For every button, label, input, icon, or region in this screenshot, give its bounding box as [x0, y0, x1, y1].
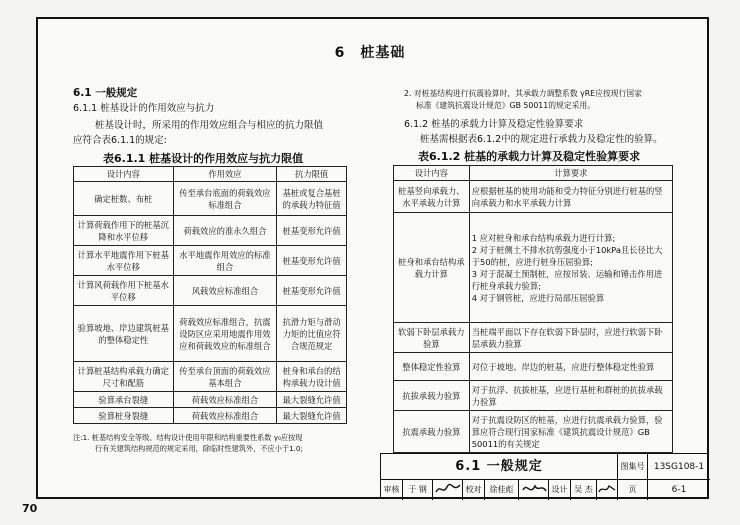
table-note-line-1: 注:1. 桩基结构安全等级、结构设计使用年限和结构重要性系数 γ₀应按现 — [73, 433, 303, 442]
table-cell: 桩基变形允许值 — [277, 246, 347, 276]
table-cell: 计算风荷载作用下桩基水平位移 — [74, 276, 174, 306]
table-header: 设计内容 — [394, 166, 470, 181]
list-item: 4 对于钢管桩，应进行局部压屈验算 — [471, 292, 605, 303]
list-item: 2 对于桩侧土不排水抗剪强度小于10kPa且长径比大于50的桩，应进行桩身压屈验算; — [471, 244, 663, 267]
section-title: 6.1 一般规定 — [73, 87, 138, 99]
table-cell: 验算承台裂缝 — [74, 392, 174, 408]
table-row — [74, 408, 347, 424]
review-label: 审核 — [381, 480, 403, 500]
table-cell: 抗拔承载力验算 — [394, 381, 470, 411]
table-row — [74, 276, 347, 306]
table-row — [74, 306, 347, 362]
table-header: 设计内容 — [74, 167, 174, 182]
table-row — [74, 182, 347, 216]
table-cell: 水平地震作用效应的标准组合 — [173, 246, 277, 276]
paragraph-line-1: 桩基设计时，所采用的作用效应组合与相应的抗力限值 — [95, 120, 324, 131]
title-block — [380, 453, 709, 499]
table-cell: 传至承台顶面的荷载效应基本组合 — [173, 362, 277, 392]
reviewer-name: 于 钢 — [403, 480, 433, 500]
atlas-number: 13SG108-1 — [648, 454, 710, 480]
table-row — [74, 392, 347, 408]
reviewer-signature — [433, 480, 463, 500]
page-label: 页 — [618, 480, 648, 500]
atlas-label: 图集号 — [618, 454, 648, 480]
note-2-line-1: 2. 对桩基结构进行抗震验算时，其承载力调整系数 γRE应按现行国家 — [404, 89, 642, 98]
table-row — [394, 213, 673, 323]
paragraph-6-1-2: 桩基需根据表6.1.2中的规定进行承载力及稳定性的验算。 — [420, 134, 663, 145]
chapter-title: 6 桩基础 — [334, 45, 406, 61]
table-row — [394, 353, 673, 381]
table-row — [394, 181, 673, 213]
table-header: 抗力限值 — [277, 167, 347, 182]
table-row — [394, 323, 673, 353]
signature-icon — [597, 480, 617, 498]
table-cell: 荷载效应标准组合 — [173, 392, 277, 408]
table-cell: 桩基竖向承载力、水平承载力计算 — [394, 181, 470, 213]
table-cell: 桩身和承台的结构承载力设计值 — [277, 362, 347, 392]
title-block-title: 6.1 一般规定 — [381, 454, 618, 480]
table-cell: 桩身和承台结构承载力计算 — [394, 213, 470, 323]
signature-icon — [520, 480, 548, 498]
table-cell: 当桩端平面以下存在软弱下卧层时，应进行软弱下卧层承载力验算 — [469, 323, 672, 353]
table-cell: 传至承台底面的荷载效应标准组合 — [173, 182, 277, 216]
table-6-1-2-caption: 表6.1.2 桩基的承载力计算及稳定性验算要求 — [418, 150, 641, 163]
table-cell: 对位于坡地、岸边的桩基，应进行整体稳定性验算 — [469, 353, 672, 381]
table-cell: 桩基变形允许值 — [277, 276, 347, 306]
table-row — [394, 411, 673, 453]
table-header: 作用效应 — [173, 167, 277, 182]
table-cell: 应根据桩基的使用功能和受力特征分别进行桩基的竖向承载力和水平承载力计算 — [469, 181, 672, 213]
table-cell: 抗滑力矩与滑动力矩的比值应符合规范规定 — [277, 306, 347, 362]
subsection-6-1-2: 6.1.2 桩基的承载力计算及稳定性验算要求 — [404, 119, 584, 130]
table-cell: 对于抗浮、抗拔桩基，应进行基桩和群桩的抗拔承载力验算 — [469, 381, 672, 411]
subsection-6-1-1: 6.1.1 桩基设计的作用效应与抗力 — [73, 103, 215, 114]
table-cell: 荷载效应的准永久组合 — [173, 216, 277, 246]
table-cell: 抗震承载力验算 — [394, 411, 470, 453]
checker-name: 徐桂彪 — [485, 480, 519, 500]
table-cell: 最大裂缝允许值 — [277, 408, 347, 424]
design-label: 设计 — [549, 480, 571, 500]
table-cell: 计算桩基结构承载力确定尺寸和配筋 — [74, 362, 174, 392]
table-cell — [469, 213, 672, 323]
table-cell: 桩基变形允许值 — [277, 216, 347, 246]
table-6-1-2 — [393, 165, 673, 453]
table-cell: 最大裂缝允许值 — [277, 392, 347, 408]
table-cell: 计算水平地震作用下桩基水平位移 — [74, 246, 174, 276]
table-row — [74, 216, 347, 246]
table-cell: 荷载效应标准组合 — [173, 408, 277, 424]
table-cell: 验算坡地、岸边建筑桩基的整体稳定性 — [74, 306, 174, 362]
page-value: 6-1 — [671, 485, 687, 495]
table-row — [74, 246, 347, 276]
designer-signature — [597, 480, 618, 500]
table-cell: 风载效应标准组合 — [173, 276, 277, 306]
list-item: 3 对于混凝土预制桩，应按吊装、运输和锤击作用进行桩身承载力验算; — [471, 268, 663, 291]
paragraph-line-2: 应符合表6.1.1的规定: — [73, 135, 167, 146]
table-6-1-1-caption: 表6.1.1 桩基设计的作用效应与抗力限值 — [103, 152, 304, 165]
list-item: 1 应对桩身和承台结构承载力进行计算; — [471, 232, 616, 243]
table-cell: 确定桩数、布桩 — [74, 182, 174, 216]
table-row — [74, 362, 347, 392]
check-label: 校对 — [463, 480, 485, 500]
table-cell: 基桩或复合基桩的承载力特征值 — [277, 182, 347, 216]
table-cell: 软弱下卧层承载力验算 — [394, 323, 470, 353]
table-header: 计算要求 — [469, 166, 672, 181]
table-row — [394, 381, 673, 411]
table-6-1-1 — [73, 166, 347, 424]
table-cell: 对于抗震设防区的桩基，应进行抗震承载力验算，验算应符合现行国家标准《建筑抗震设计规范》GB 50011的有关规定 — [469, 411, 672, 453]
note-2-line-2: 标准《建筑抗震设计规范》GB 50011的规定采用。 — [416, 101, 596, 110]
table-note-line-2: 行有关建筑结构规范的规定采用，除临时性建筑外，不应小于1.0; — [95, 444, 303, 453]
table-cell: 计算荷载作用下的桩基沉降和水平位移 — [74, 216, 174, 246]
checker-signature — [519, 480, 549, 500]
signature-icon — [434, 480, 462, 498]
table-cell: 整体稳定性验算 — [394, 353, 470, 381]
table-cell: 验算桩身裂缝 — [74, 408, 174, 424]
table-cell: 荷载效应标准组合，抗震设防区应采用地震作用效应和荷载效应的标准组合 — [173, 306, 277, 362]
page-number: 70 — [22, 502, 38, 515]
designer-name: 吴 杰 — [571, 480, 597, 500]
